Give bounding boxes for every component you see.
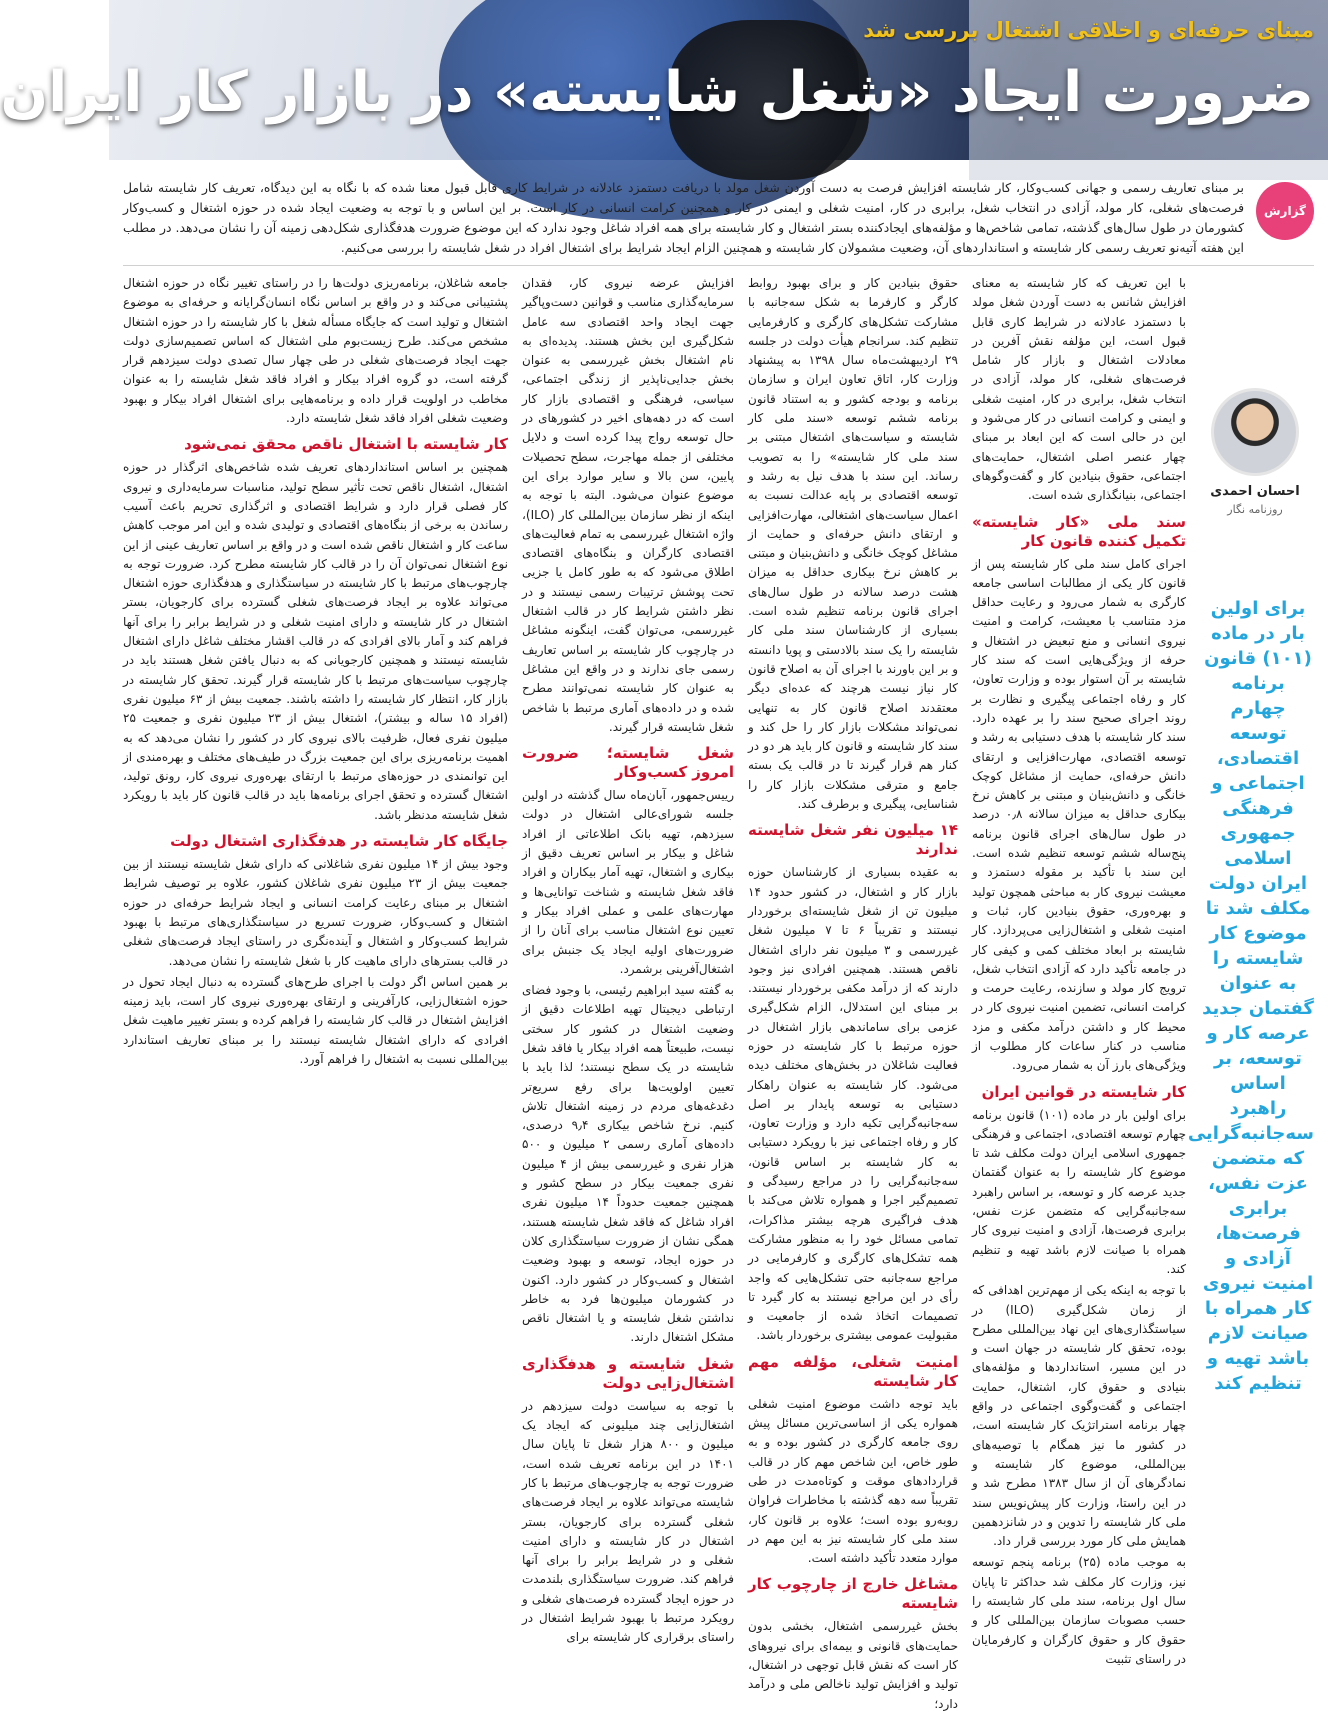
paragraph: وجود بیش از ۱۴ میلیون نفری شاغلانی که دارای شغل شایسته نیستند از بین جمعیت بیش از ۲۳ میلیون نفری شاغلان کشور، علاوه بر توصیف شرایط اشتغال بر مبنای رعایت کرامت انسانی و ایجاد شرایط حرفه‌ای در حوزه اشتغال و کسب‌وکار، ضرورت تسریع در سیاستگذاری‌های مرتبط با بهبود شرایط کسب‌وکار و اشتغال و آینده‌نگری در راستای ایجاد فرصت‌های شغلی در قالب بسترهای دارای ماهیت کار با شغل شایسته را نشان می‌دهد. bbox=[123, 857, 508, 968]
paragraph: بر همین اساس اگر دولت با اجرای طرح‌های گسترده به دنبال ایجاد تحول در حوزه اشتغال‌زایی، کارآفرینی و ارتقای بهره‌وری نیروی کار است، باید زمینه افزایش اشتغال در قالب کار شایسته را فراهم کرده و بستر تغییر ماهیت شغل افرادی که دارای اشتغال شایسته نیستند را بر مبنای تعاریف استاندارد بین‌المللی نسبت به اشتغال را فراهم آورد. bbox=[123, 974, 508, 1066]
section-heading: مشاغل خارج از چارچوب کار شایسته bbox=[748, 1575, 958, 1613]
section-heading: شغل شایسته و هدفگذاری اشتغال‌زایی دولت bbox=[522, 1354, 734, 1392]
section-heading: شغل شایسته؛ ضرورت امروز کسب‌وکار bbox=[522, 744, 734, 782]
paragraph: جامعه شاغلان، برنامه‌ریزی دولت‌ها را در راستای تغییر نگاه در حوزه اشتغال پشتیبانی می‌کند و در واقع بر اساس نگاه انسان‌گرایانه و حرفه‌ای به موضوع اشتغال و تولید است که جایگاه مسأله شغل با کار شایسته را در حوزه اشتغال مشخص می‌کند. طرح زیست‌بوم ملی اشتغال که اساس تصمیم‌سازی دولت جهت ایجاد فرصت‌های شغلی در طی چهار سال تصدی دولت سیزدهم قرار گرفته است، دو گروه افراد بیکار و افراد فاقد شغل شایسته را به عنوان مخاطب در اولویت قرار داده و برنامه‌هایی برای اشتغال افراد بیکار و بهبود وضعیت شغلی افراد فاقد شغل شایسته دارد. bbox=[123, 276, 508, 426]
author-role: روزنامه نگار bbox=[1227, 503, 1283, 516]
author-sidebar bbox=[1187, 274, 1314, 1394]
hero-banner bbox=[0, 0, 1328, 160]
paragraph: حقوق بنیادین کار و برای بهبود روابط کارگر و کارفرما به شکل سه‌جانبه با مشارکت تشکل‌های کارگری و کارفرمایی تنظیم کند. سرانجام هیأت دولت در جلسه ۲۹ اردیبهشت‌ماه سال ۱۳۹۸ به پیشنهاد وزارت کار، اتاق تعاون ایران و سازمان برنامه و بودجه کشور و به استناد قانون برنامه ششم توسعه «سند ملی کار شایسته و سیاست‌های اشتغال مبتنی بر سند ملی کار شایسته» را به تصویب رساند. این سند با هدف نیل به رشد و توسعه اقتصادی بر پایه عدالت نسبت به اعمال سیاست‌های اشتغالی، مهارت‌افزایی و ارتقای دانش حرفه‌ای و حمایت از مشاغل کوچک خانگی و دانش‌بنیان و مبتنی بر کاهش نرخ بیکاری حداقل به میزان هشت درصد سالانه در طول سال‌های اجرای قانون برنامه تنظیم شده است. بسیاری از کارشناسان سند ملی کار شایسته را یک سند بالادستی و پویا دانسته و بر این باورند با اجرای آن به اصلاح قانون کار نیاز نیست هرچند که عده‌ای دیگر معتقدند اصلاح قانون کار به تنهایی نمی‌تواند مشکلات بازار کار را حل کند و سند کار شایسته و قانون کار باید هر دو در کنار هم قرار گیرند تا در قالب یک بسته جامع و مترقی مشکلات بازار کار را شناسایی، پیگیری و برطرف کند. bbox=[748, 276, 958, 812]
section-heading: کار شایسته با اشتغال ناقص محقق نمی‌شود bbox=[184, 435, 508, 454]
section-heading: جایگاه کار شایسته در هدفگذاری اشتغال دولت bbox=[170, 832, 508, 851]
pull-quote: برای اولین بار در ماده (۱۰۱) قانون برنامه چهارم توسعه اقتصادی، اجتماعی و فرهنگی جمهوری اسلامی ایران دولت مکلف شد تا موضوع کار شایسته را به عنوان گفتمان جدید عرصه کار و توسعه، بر اساس راهبرد سه‌جانبه‌گرایی که متضمن عزت نفس، برابری فرصت‌ها، آزادی و امنیت نیروی کار همراه با صیانت لازم باشد تهیه و تنظیم کند bbox=[1187, 598, 1314, 1394]
paragraph: همچنین بر اساس استانداردهای تعریف شده شاخص‌های اثرگذار در حوزه اشتغال، اشتغال ناقص تحت تأثیر سطح تولید، مناسبات سرمایه‌داری و نیروی کار فصلی قرار دارد و شرایط اقتصادی و اثرگذاری تحریم باعث آسیب رساندن به برخی از بنگاه‌های اقتصادی و تولیدی شده و این امر موجب کاهش ساعت کار و اشتغال ناقص شده است و در واقع بر اساس تعاریف عینی از این نوع اشتغال نمی‌توان آن را در قالب کار شایسته مطرح کرد. ضرورت توجه به چارچوب‌های مرتبط با کار شایسته در سیاستگذاری و هدفگذاری حوزه اشتغال می‌تواند علاوه بر ایجاد فرصت‌های شغلی گسترده برای کارجویان، بستر اشتغال در کار شایسته و دارای امنیت شغلی و در شرایط برابر را برای آنها فراهم کند و آمار بالای افرادی که در قالب اقشار مختلف شاغل دارای اشتغال شایسته نیستند و همچنین کارجویانی که به دنبال یافتن شغل هستند باید در چارچوب سیاست‌های مرتبط با کار شایسته قرار گیرند. تحقق کار شایسته در بازار کار، انتظار کار شایسته را داشته باشند. جمعیت بیش از ۶۳ میلیون نفری (افراد ۱۵ ساله و بیشتر)، اشتغال بیش از ۲۳ میلیون نفری و جمعیت ۲۵ میلیون نفری فعال، ظرفیت بالای نیروی کار در کشور را نشان می‌دهد که به اهمیت برنامه‌ریزی برای این جمعیت بزرگ در طیف‌های مختلف و بهره‌مندی از این توانمندی در حوزه‌های مرتبط با ارتقای بهره‌وری نیروی کار، رونق تولید، اشتغال گسترده و تحقق اجرای برنامه‌ها باید در قالب قانون کار باید با رویکرد شغل شایسته مدنظر باشد. bbox=[123, 460, 508, 822]
column-2 bbox=[748, 274, 959, 1711]
section-heading: کار شایسته در قوانین ایران bbox=[981, 1082, 1186, 1101]
paragraph: اجرای کامل سند ملی کار شایسته پس از قانون کار یکی از مطالبات اساسی جامعه کارگری به شمار می‌رود و رعایت حداقل مزد متناسب با معیشت، کرامت و امنیت نیروی انسانی و منع تبعیض در اشتغال و حرفه از ویژگی‌هایی است که سند کار شایسته بر آن استوار بوده و وزارت تعاون، کار و رفاه اجتماعی پیگیری و نظارت بر روند اجرای صحیح سند را بر عهده دارد. سند کار شایسته با هدف دستیابی به رشد و توسعه اقتصادی، مهارت‌افزایی و ارتقای دانش حرفه‌ای، حمایت از مشاغل کوچک خانگی و دانش‌بنیان و مبتنی بر کاهش نرخ بیکاری حداقل به میزان سالانه ۰٫۸ درصد در طول سال‌های اجرای قانون برنامه پنج‌ساله ششم توسعه تنظیم شده است. این سند با تأکید بر مقوله دستمزد و معیشت نیروی کار به مباحثی همچون تولید و بهره‌وری، حقوق بنیادین کار، ثبات و امنیت شغلی و اشتغال‌زایی می‌پردازد. کار شایسته بر ابعاد مختلف کمی و کیفی کار در جامعه تأکید دارد که آزادی انتخاب شغل، ترویج کار مولد و سازنده، رعایت حرمت و کرامت انسانی، تضمین امنیت نیروی کار در محیط کار و داشتن درآمد مکفی و مزد مناسب در کنار ساعات کار مطلوب از ویژگی‌های بارز آن به شمار می‌رود. bbox=[972, 556, 1186, 1073]
column-3 bbox=[522, 274, 735, 1645]
section-heading: امنیت شغلی، مؤلفه مهم کار شایسته bbox=[748, 1352, 958, 1390]
article-kicker: مبنای حرفه‌ای و اخلاقی اشتغال بررسی شد bbox=[863, 18, 1314, 42]
paragraph: بخش غیررسمی اشتغال، بخشی بدون حمایت‌های قانونی و بیمه‌ای برای نیروهای کار است که نقش قابل توجهی در اشتغال، تولید و افزایش تولید ناخالص ملی و درآمد دارد؛ bbox=[748, 1619, 958, 1711]
paragraph: با این تعریف که کار شایسته به معنای افزایش شانس به دست آوردن شغل مولد با دستمزد عادلانه در شرایط کاری قابل قبول است، این مؤلفه نقش آفرین در معادلات اشتغال و بازار کار شامل فرصت‌های شغلی، کار مولد، آزادی در انتخاب شغل، برابری در کار، امنیت شغلی و ایمنی و کرامت انسانی در کار می‌شود و این در حالی است که این ابعاد بر مبنای چهار عنصر اصلی اشتغال، حمایت‌های اجتماعی، حقوق بنیادین کار و گفت‌وگوهای اجتماعی، بنیانگذاری شده است. bbox=[972, 276, 1186, 503]
paragraph: به عقیده بسیاری از کارشناسان حوزه بازار کار و اشتغال، در کشور حدود ۱۴ میلیون تن از شغل شایسته‌ای برخوردار نیستند و تقریباً ۶ تا ۷ میلیون شغل غیررسمی و ۳ میلیون نفر دارای اشتغال ناقص هستند. همچنین افرادی نیز وجود دارند که از درآمد مکفی برخوردار نیستند. بر مبنای این استدلال، الزام شکل‌گیری عزمی برای ساماندهی بازار اشتغال در حوزه مرتبط با کار شایسته در حوزه فعالیت شاغلان در بخش‌های مختلف دیده می‌شود. کار شایسته به عنوان راهکار دستیابی به توسعه پایدار بر اصل سه‌جانبه‌گرایی تکیه دارد و وزارت تعاون، کار و رفاه اجتماعی نیز با رویکرد دستیابی به کار شایسته بر اساس قانون، سه‌جانبه‌گرایی را در مراجع رسیدگی و تصمیم‌گیر اجرا و همواره تلاش می‌کند با هدف فراگیری هرچه بیشتر مذاکرات، تمامی مسائل خود را به منظور مشارکت همه تشکل‌های کارگری و کارفرمایی در مراجع سه‌جانبه حتی تشکل‌هایی که واجد رأی در این مراجع نیستند به کار گیرد تا تصمیمات اتخاذ شده از جامعیت و مقبولیت عمومی بیشتری برخوردار باشد. bbox=[748, 865, 959, 1343]
section-heading: سند ملی «کار شایسته» تکمیل کننده قانون کار bbox=[972, 512, 1186, 550]
lead-paragraph: بر مبنای تعاریف رسمی و جهانی کسب‌وکار، کار شایسته افزایش فرصت به دست آوردن شغل مولد با دریافت دستمزد عادلانه در شرایط کاری قابل قبول معنا شده که با نگاه به این دیدگاه، تعریف کار شایسته شامل فرصت‌های شغلی، کار مولد، آزادی در انتخاب شغل، برابری در کار، امنیت شغلی و ایمنی در کار و همچنین کرامت انسانی در کار است. بر این اساس و با توجه به وضعیت ایجاد شده در حوزه اشتغال و کسب‌وکار کشورمان در طول سال‌های گذشته، تمامی شاخص‌ها و مؤلفه‌های ایجادکننده بستر اشتغال و کار شایسته برای همه افراد شاغل وجود ندارد که این موضوع ضرورت هدفگذاری شکل‌دهی زمینه آن را نشان می‌دهد. در مطلب این هفته آتیه‌نو تعریف رسمی کار شایسته و استانداردهای آن، وضعیت مشمولان کار شایسته و همچنین الزام ایجاد شرایط برای اشتغال افراد در شغل شایسته را بررسی می‌کنیم. bbox=[123, 180, 1244, 255]
paragraph: رییس‌جمهور، آبان‌ماه سال گذشته در اولین جلسه شورای‌عالی اشتغال در دولت سیزدهم، تهیه بانک اطلاعاتی از افراد شاغل و بیکار بر اساس تعریف دقیق از بیکاری و اشتغال، تهیه آمار بیکاران و افراد فاقد شغل شایسته و شناخت توانایی‌ها و مهارت‌های علمی و عملی افراد بیکار و تعیین نوع اشتغال مناسب برای آنان را از ضرورت‌های اولیه ایجاد یک جنبش برای اشتغال‌آفرینی برشمرد. bbox=[522, 788, 734, 976]
column-4 bbox=[123, 274, 508, 1394]
paragraph: باید توجه داشت موضوع امنیت شغلی همواره یکی از اساسی‌ترین مسائل پیش روی جامعه کارگری در کشور بوده و به طور خاص، این شاخص مهم کار در قالب قراردادهای موقت و کوتاه‌مدت در طی تقریباً سه دهه گذشته با مخاطرات فراوان روبه‌رو بوده است؛ علاوه بر قانون کار، سند ملی کار شایسته نیز به این مهم در موارد متعدد تأکید داشته است. bbox=[748, 1396, 958, 1566]
article-headline: ضرورت ایجاد «شغل شایسته» در بازار کار ایران bbox=[0, 60, 1314, 125]
lead-section bbox=[123, 170, 1314, 266]
paragraph: با توجه به سیاست دولت سیزدهم در اشتغال‌زایی چند میلیونی که ایجاد یک میلیون و ۸۰۰ هزار شغل تا پایان سال ۱۴۰۱ در این برنامه تعریف شده است، ضرورت توجه به چارچوب‌های مرتبط با کار شایسته می‌تواند علاوه بر ایجاد فرصت‌های شغلی گسترده برای کارجویان، بستر اشتغال در کار شایسته و دارای امنیت شغلی و در شرایط برابر را برای آنها فراهم کند. ضرورت سیاستگذاری بلندمدت در حوزه ایجاد گسترده فرصت‌های شغلی و رویکرد مرتبط با بهبود شرایط اشتغال در راستای برقراری کار شایسته برای bbox=[522, 1398, 735, 1645]
report-badge: گزارش bbox=[1256, 182, 1314, 240]
paragraph: برای اولین بار در ماده (۱۰۱) قانون برنامه چهارم توسعه اقتصادی، اجتماعی و فرهنگی جمهوری اسلامی ایران دولت مکلف شد تا موضوع کار شایسته را به عنوان گفتمان جدید عرصه کار و توسعه، بر اساس راهبرد سه‌جانبه‌گرایی که متضمن عزت نفس، برابری فرصت‌ها، آزادی و امنیت نیروی کار همراه با صیانت لازم باشد تهیه و تنظیم کند. bbox=[972, 1107, 1186, 1276]
author-name: احسان احمدی bbox=[1210, 484, 1300, 499]
paragraph: به موجب ماده (۲۵) برنامه پنجم توسعه نیز، وزارت کار مکلف شد حداکثر تا پایان سال اول برنامه، سند ملی کار شایسته را حسب مصوبات سازمان بین‌المللی کار و حقوق کار و حقوق کارگران و کارفرمایان در راستای تثبیت bbox=[972, 1555, 1186, 1666]
author-avatar bbox=[1211, 388, 1299, 476]
section-heading: ۱۴ میلیون نفر شغل شایسته ندارند bbox=[748, 821, 958, 859]
column-1 bbox=[972, 274, 1187, 1666]
paragraph: به گفته سید ابراهیم رئیسی، با وجود فضای ارتباطی دیجیتال تهیه اطلاعات دقیق از وضعیت اشتغال در کشور کار سختی نیست، طبیعتاً همه افراد بیکار یا فاقد شغل شایسته در یک سطح نیستند؛ لذا باید با تعیین اولویت‌ها برای رفع سریع‌تر دغدغه‌های مردم در زمینه اشتغال تلاش کنیم. نرخ شاخص بیکاری ۹٫۴ درصدی، داده‌های آماری رسمی ۲ میلیون و ۵۰۰ هزار نفری و غیررسمی بیش از ۴ میلیون نفری جمعیت بیکار در سطح کشور و همچنین جمعیت حدوداً ۱۴ میلیون نفری افراد شاغل که فاقد شغل شایسته هستند، همگی نشان از ضرورت سیاستگذاری کلان در حوزه ایجاد، توسعه و بهبود وضعیت اشتغال و کسب‌وکار در کشور دارد. اکنون در کشورمان میلیون‌ها فرد به خاطر نداشتن شغل شایسته و یا اشتغال ناقص مشکل اشتغال دارند. bbox=[522, 983, 734, 1345]
paragraph: افزایش عرضه نیروی کار، فقدان سرمایه‌گذاری مناسب و قوانین دست‌وپاگیر جهت ایجاد واحد اقتصادی سه عامل شکل‌گیری این بخش هستند. پدیده‌ای به نام اشتغال بخش غیررسمی به عنوان بخش جدایی‌ناپذیر از زندگی اجتماعی، سیاسی، فرهنگی و اقتصادی بازار کار است که در دهه‌های اخیر در کشورهای در حال توسعه رواج پیدا کرده است و دلایل مختلفی از جمله مهاجرت، سطح تحصیلات پایین، سن بالا و سایر موارد برای این موضوع عنوان می‌شود. البته با توجه به اینکه از نظر سازمان بین‌المللی کار (ILO)، واژه اشتغال غیررسمی به تمام فعالیت‌های اقتصادی کارگران و بنگاه‌های اقتصادی اطلاق می‌شود که به طور کامل یا جزیی تحت پوشش ترتیبات رسمی نیستند و در نظر داشتن شرایط کار در قالب اشتغال غیررسمی، می‌توان گفت، اینگونه مشاغل در چارچوب کار شایسته بر اساس تعاریف رسمی جای ندارند و در واقع این مشاغل به عنوان کار شایسته نمی‌توانند مطرح شده و در داده‌های آماری مرتبط با شاخص شغل شایسته قرار گیرند. bbox=[522, 276, 734, 734]
article-body bbox=[123, 274, 1314, 1711]
paragraph: با توجه به اینکه یکی از مهم‌ترین اهدافی که از زمان شکل‌گیری (ILO) در سیاستگذاری‌های این نهاد بین‌المللی مطرح بوده، تحقق کار شایسته در جهان است و در این مسیر، استانداردها و مؤلفه‌های بنیادی و حقوق کار، اشتغال، حمایت اجتماعی و گفت‌وگوی اجتماعی در واقع چهار برنامه استراتژیک کار شایسته است، در کشور ما نیز همگام با توصیه‌های بین‌المللی، موضوع کار شایسته و نمادگرهای آن از سال ۱۳۸۳ مطرح شد و در این راستا، وزارت کار پیش‌نویس سند ملی کار شایسته را تدوین و در شانزدهمین همایش ملی کار مورد بررسی قرار داد. bbox=[972, 1283, 1187, 1549]
